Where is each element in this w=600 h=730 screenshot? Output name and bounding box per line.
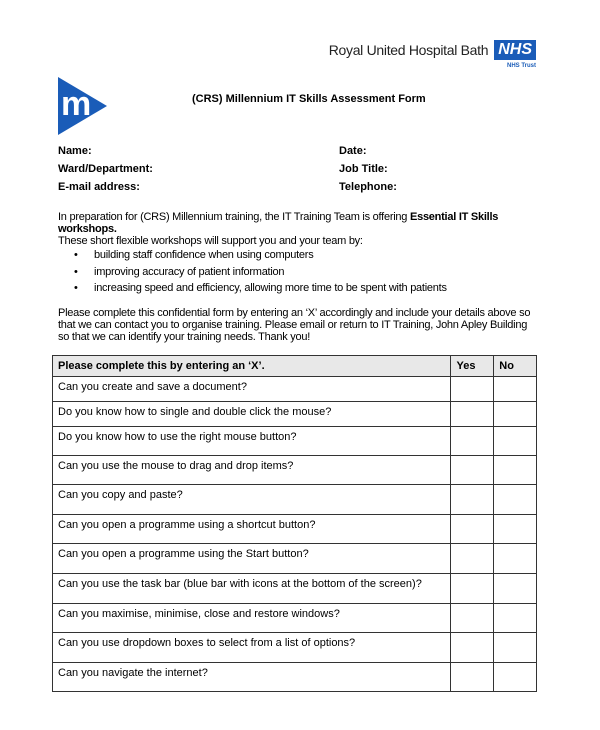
yes-cell[interactable]	[451, 603, 494, 632]
table-row	[53, 426, 537, 455]
list-item: • building staff confidence when using computers	[58, 249, 538, 266]
table-row	[53, 573, 537, 603]
question-cell: Can you use the task bar (blue bar with icons at the bottom of the screen)?	[53, 573, 451, 603]
no-cell[interactable]	[494, 455, 537, 484]
table-row	[53, 376, 537, 401]
no-cell[interactable]	[494, 401, 537, 426]
intro-paragraph	[52, 211, 538, 299]
nhs-trust-label: NHS Trust	[506, 63, 536, 69]
table-row	[53, 455, 537, 484]
nhs-logo: NHS	[494, 40, 536, 60]
instructions-paragraph: Please complete this confidential form by entering an ‘X’ accordingly and include your details above so that we can contact you to organise training. Please email or return to IT Training, John Apley Building so that we can identify your training needs. Thank you!	[58, 306, 531, 343]
no-cell[interactable]	[494, 514, 537, 543]
question-cell: Can you maximise, minimise, close and restore windows?	[53, 603, 451, 632]
header-yes: Yes	[451, 355, 494, 376]
table-header-row	[53, 355, 537, 376]
no-cell[interactable]	[494, 632, 537, 662]
yes-cell[interactable]	[451, 455, 494, 484]
list-item: • increasing speed and efficiency, allowing more time to be spent with patients	[58, 282, 538, 299]
email-label: E-mail address:	[58, 181, 140, 193]
intro-bold: Essential IT Skills workshops.	[58, 211, 499, 235]
hospital-branding	[329, 40, 536, 69]
no-cell[interactable]	[494, 543, 537, 573]
intro-text: In preparation for (CRS) Millennium training, the IT Training Team is offering	[58, 211, 410, 223]
yes-cell[interactable]	[451, 632, 494, 662]
question-cell: Do you know how to use the right mouse button?	[53, 426, 451, 455]
no-cell[interactable]	[494, 426, 537, 455]
yes-cell[interactable]	[451, 573, 494, 603]
table-row	[53, 401, 537, 426]
question-cell: Can you copy and paste?	[53, 484, 451, 514]
yes-cell[interactable]	[451, 426, 494, 455]
date-label: Date:	[339, 145, 367, 157]
header-no: No	[494, 355, 537, 376]
no-cell[interactable]	[494, 376, 537, 401]
no-cell[interactable]	[494, 603, 537, 632]
table-row	[53, 514, 537, 543]
question-cell: Can you use dropdown boxes to select from a list of options?	[53, 632, 451, 662]
no-cell[interactable]	[494, 573, 537, 603]
yes-cell[interactable]	[451, 514, 494, 543]
job-title-label: Job Title:	[339, 163, 388, 175]
question-cell: Can you open a programme using the Start button?	[53, 543, 451, 573]
ward-label: Ward/Department:	[58, 163, 153, 175]
hospital-name: Royal United Hospital Bath	[328, 42, 489, 58]
header-question: Please complete this by entering an ‘X’.	[53, 355, 451, 376]
svg-text:m: m	[61, 85, 92, 123]
table-row	[53, 662, 537, 691]
telephone-label: Telephone:	[339, 181, 397, 193]
nhs-logo-group	[494, 40, 536, 69]
form-title: (CRS) Millennium IT Skills Assessment Form	[192, 93, 426, 105]
yes-cell[interactable]	[451, 376, 494, 401]
table-row	[53, 603, 537, 632]
yes-cell[interactable]	[451, 484, 494, 514]
no-cell[interactable]	[494, 662, 537, 691]
name-label: Name:	[58, 145, 92, 157]
skills-table	[52, 355, 537, 692]
yes-cell[interactable]	[451, 662, 494, 691]
benefits-list	[58, 249, 538, 299]
yes-cell[interactable]	[451, 401, 494, 426]
question-cell: Can you create and save a document?	[53, 376, 451, 401]
question-cell: Can you use the mouse to drag and drop items?	[53, 455, 451, 484]
intro-line2: These short flexible workshops will support you and your team by:	[58, 235, 363, 247]
question-cell: Can you navigate the internet?	[53, 662, 451, 691]
no-cell[interactable]	[494, 484, 537, 514]
question-cell: Do you know how to single and double click the mouse?	[53, 401, 451, 426]
table-row	[53, 543, 537, 573]
millennium-logo-icon	[58, 77, 108, 135]
table-row	[53, 484, 537, 514]
form-body	[52, 211, 538, 692]
question-cell: Can you open a programme using a shortcut button?	[53, 514, 451, 543]
list-item: • improving accuracy of patient information	[58, 266, 538, 283]
table-row	[53, 632, 537, 662]
yes-cell[interactable]	[451, 543, 494, 573]
